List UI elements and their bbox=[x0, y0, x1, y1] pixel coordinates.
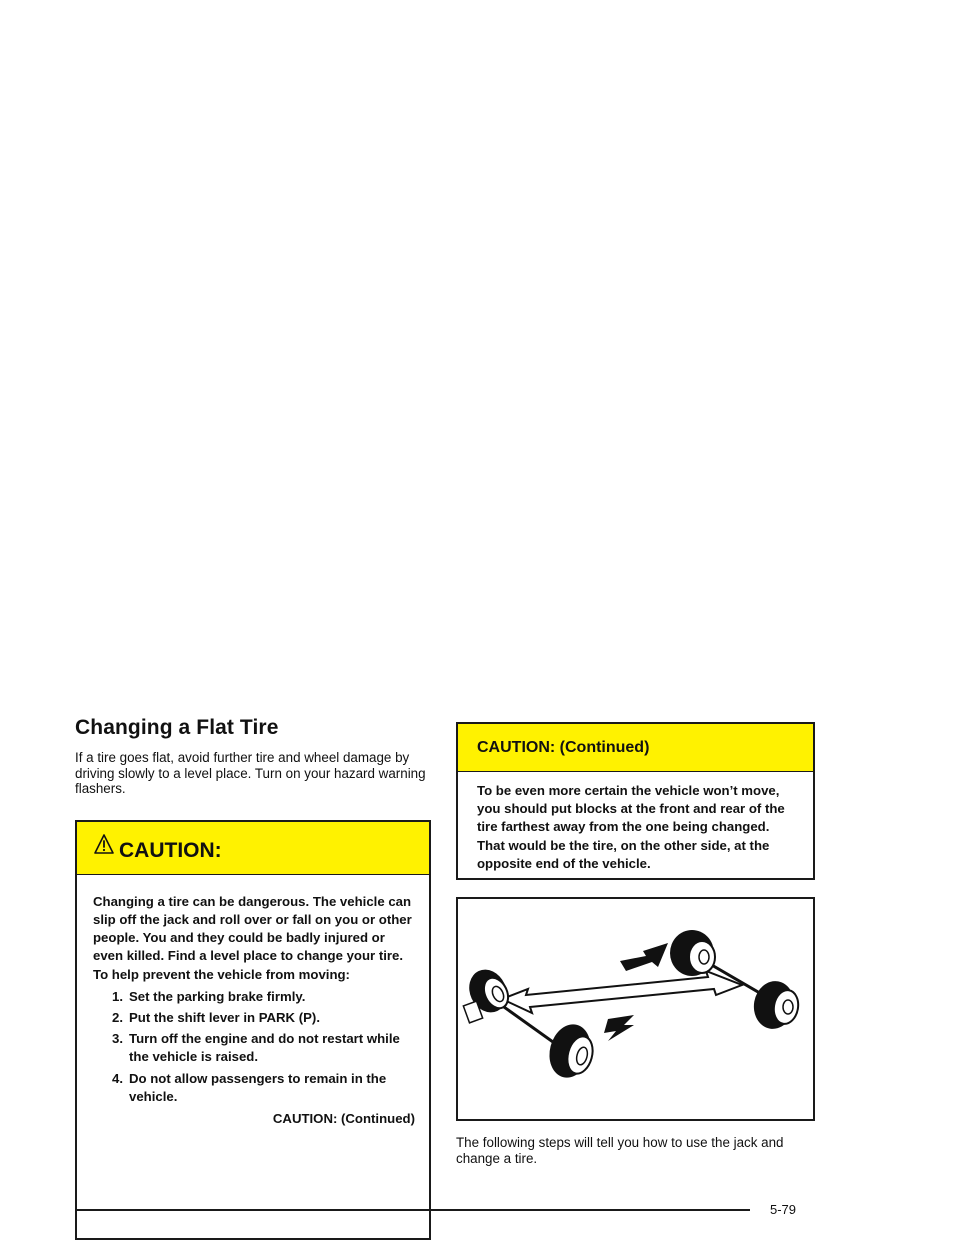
caution-header bbox=[77, 822, 429, 875]
step-number: 3. bbox=[112, 1031, 123, 1047]
list-item bbox=[93, 1070, 415, 1106]
caution-title: CAUTION: (Continued) bbox=[477, 738, 650, 756]
tire-diagram bbox=[458, 899, 813, 1119]
warning-triangle-icon bbox=[93, 833, 115, 857]
caution-continued-box bbox=[456, 722, 815, 880]
list-item bbox=[93, 1030, 415, 1066]
caution-steps bbox=[93, 988, 415, 1106]
tire-icon bbox=[670, 930, 715, 976]
step-text: Put the shift lever in PARK (P). bbox=[129, 1010, 320, 1025]
intro-paragraph: If a tire goes flat, avoid further tire and wheel damage by driving slowly to a level place. Turn on your hazard warning flashers. bbox=[75, 750, 426, 797]
left-column bbox=[75, 716, 431, 1240]
after-figure-paragraph: The following steps will tell you how to use the jack and change a tire. bbox=[456, 1135, 784, 1166]
caution-header bbox=[458, 724, 813, 772]
caution-box bbox=[75, 820, 431, 1240]
list-item bbox=[93, 988, 415, 1006]
caution-title: CAUTION: bbox=[119, 838, 222, 862]
block-arrow-icon bbox=[620, 943, 668, 971]
tire-icon bbox=[462, 963, 513, 1022]
step-number: 4. bbox=[112, 1070, 123, 1086]
caution-body bbox=[77, 875, 429, 1128]
step-number: 1. bbox=[112, 988, 123, 1004]
step-number: 2. bbox=[112, 1010, 123, 1025]
page-number: 5-79 bbox=[770, 1202, 797, 1217]
wheel-blocking-illustration bbox=[456, 897, 815, 1121]
step-text: Set the parking brake firmly. bbox=[129, 988, 306, 1004]
tire-icon bbox=[544, 1020, 597, 1083]
step-text: Do not allow passengers to remain in the vehicle. bbox=[129, 1070, 387, 1104]
right-column bbox=[456, 722, 815, 880]
list-item bbox=[93, 1009, 415, 1027]
caution-continued-label: CAUTION: (Continued) bbox=[272, 1111, 415, 1127]
block-arrow-icon bbox=[604, 1015, 634, 1041]
tire-icon bbox=[750, 978, 801, 1032]
double-arrow bbox=[502, 971, 742, 1013]
step-text: Turn off the engine and do not restart while the vehicle is raised. bbox=[129, 1031, 400, 1065]
caution-body: To be even more certain the vehicle won’t move, you should put blocks at the front and rear of the tire farthest away from the one being changed. That would be the tire, on the other side, at the opposite end of the vehicle. bbox=[477, 783, 785, 871]
section-title: Changing a Flat Tire bbox=[75, 716, 279, 739]
caution-text: Changing a tire can be dangerous. The vehicle can slip off the jack and roll over or fall on you or other people. You and they could be badly injured or even killed. Find a level place to change your tire. To help prevent the vehicle from moving: bbox=[93, 893, 412, 982]
footer-rule bbox=[75, 1209, 750, 1211]
